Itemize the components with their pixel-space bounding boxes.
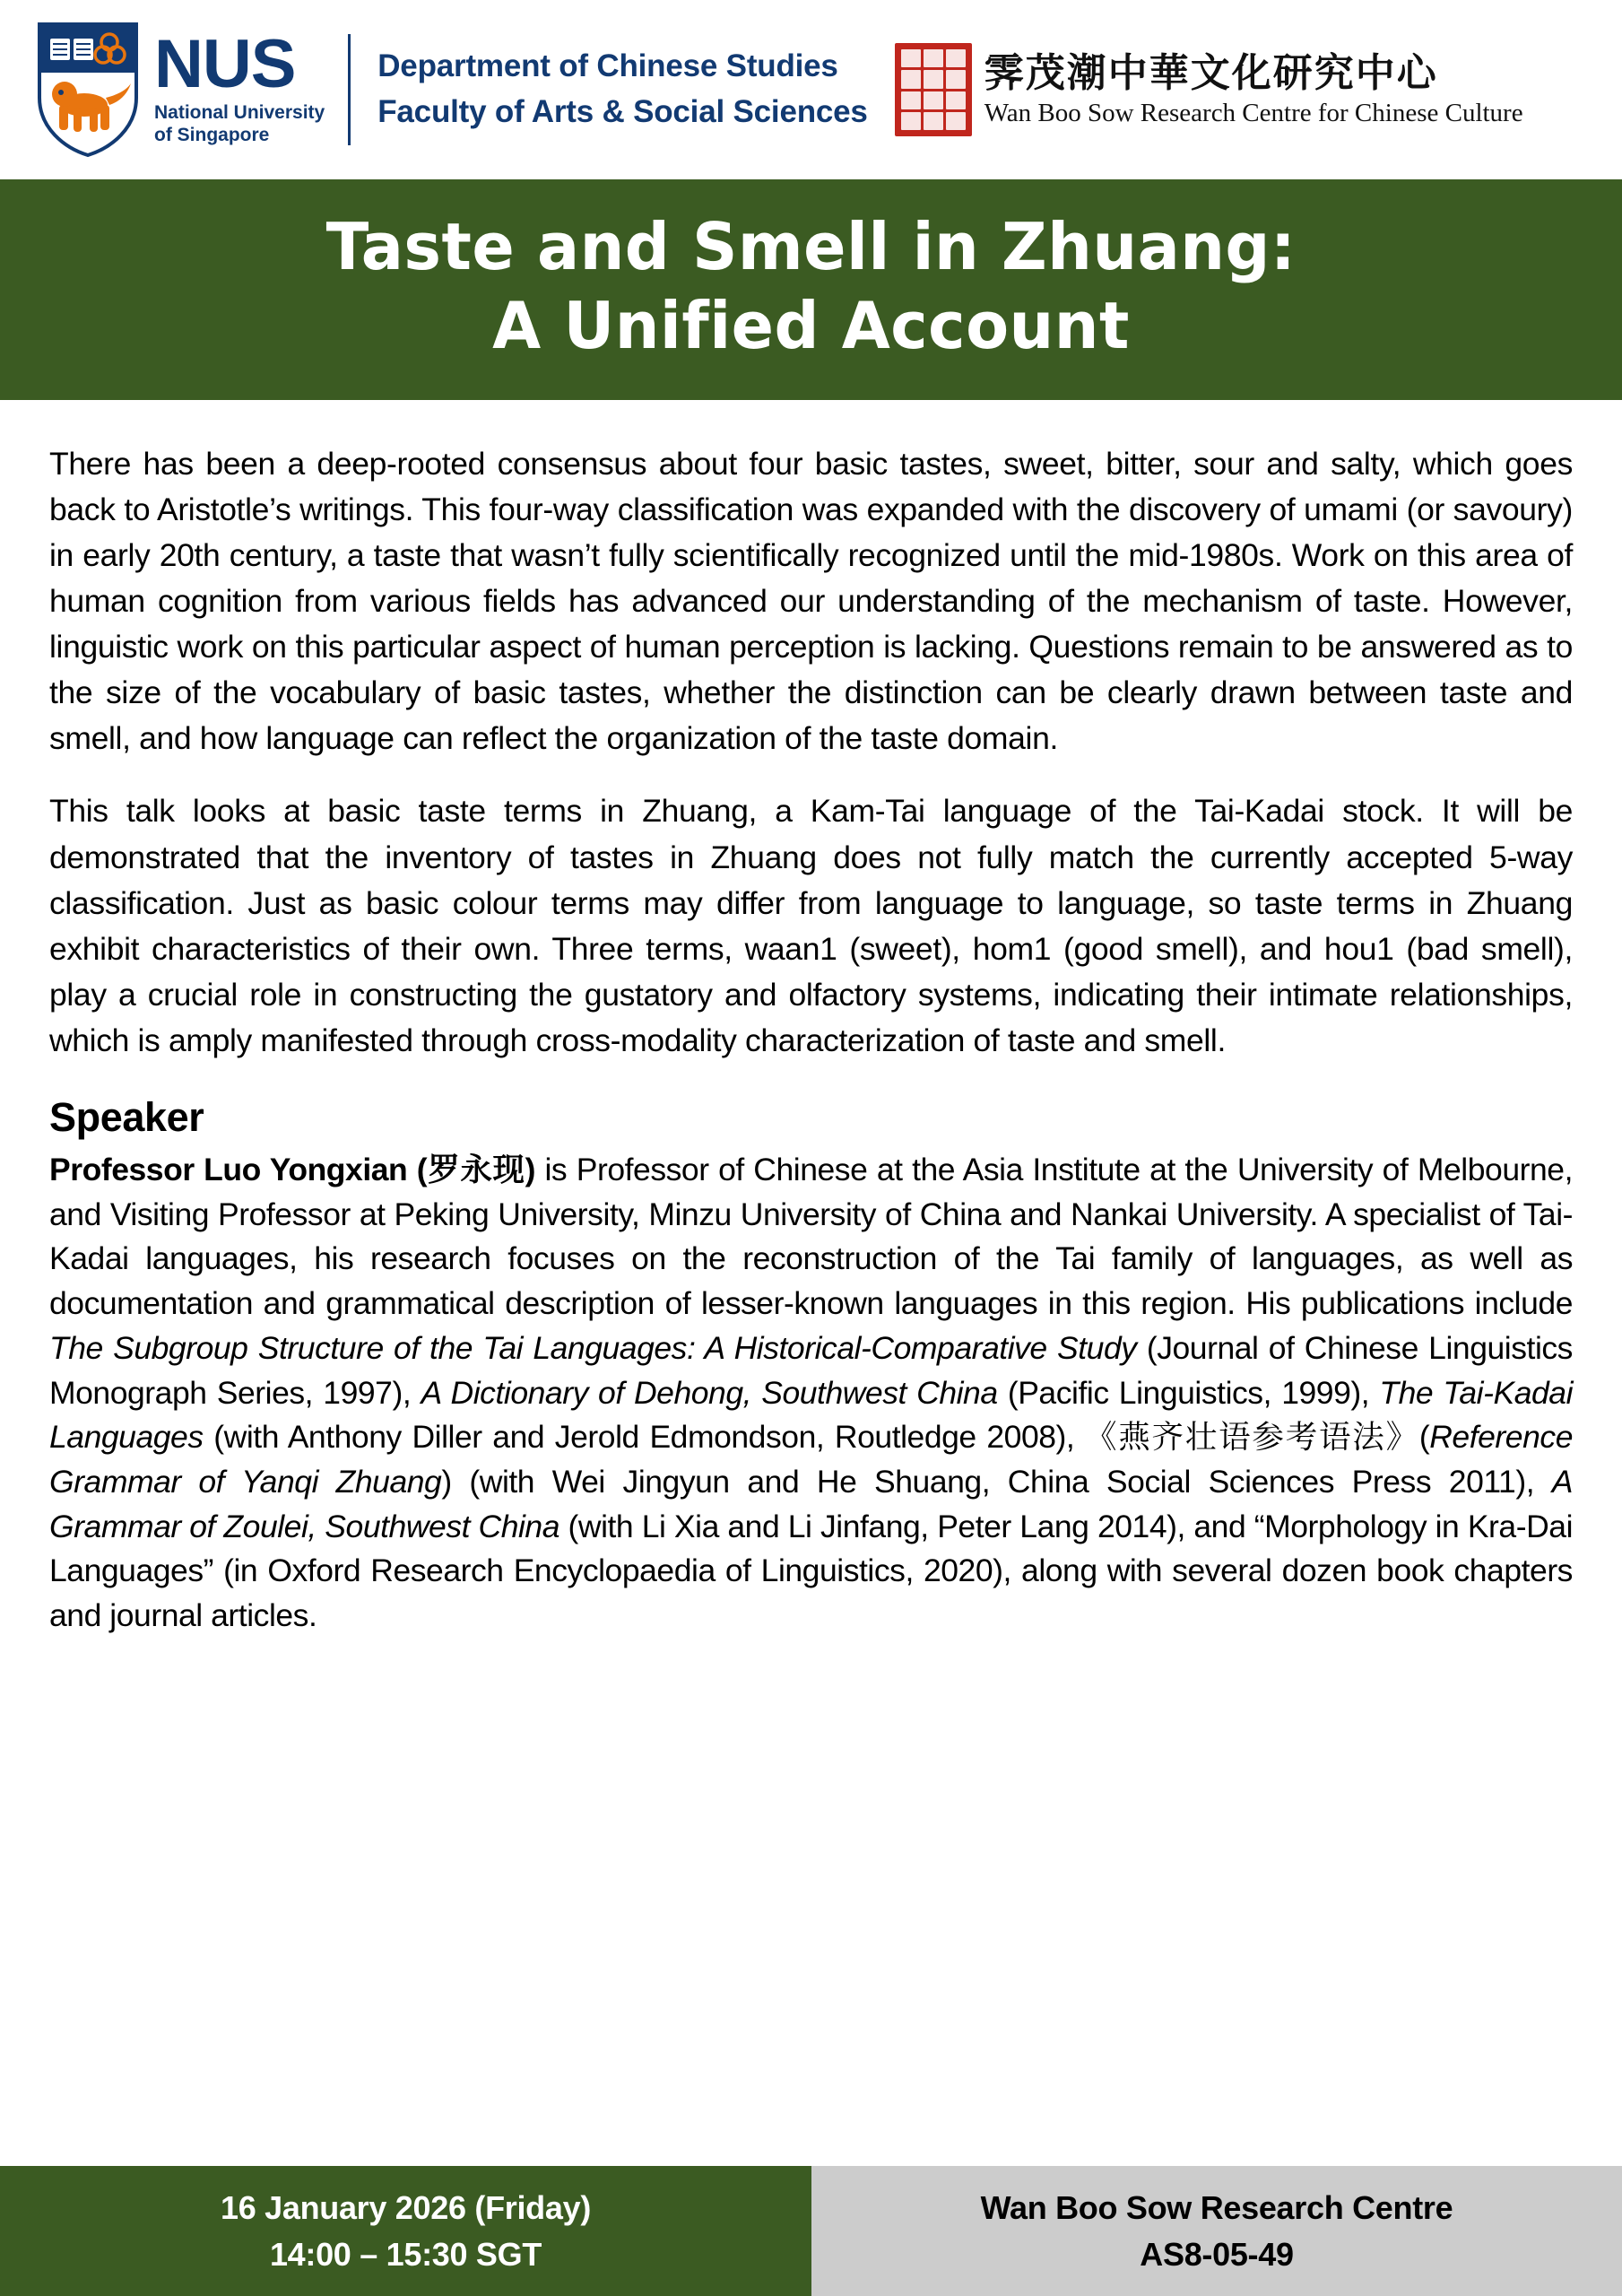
poster-title-line-1: Taste and Smell in Zhuang: xyxy=(325,209,1297,284)
abstract-paragraph-2: This talk looks at basic taste terms in Zhuang, a Kam-Tai language of the Tai-Kadai stock. It will be demonstrated that the inventory of tastes in Zhuang does not fully match the currently accepted 5-way classification. Just as basic colour terms may differ from language to language, so taste terms in Zhuang exhibit characteristics of their own. Three terms, waan1 (sweet), hom1 (good smell), and hou1 (bad smell), play a crucial role in constructing the gustatory and olfactory systems, indicating their intimate relationships, which is amply manifested through cross-modality characterization of taste and smell. xyxy=(49,793,1573,1058)
title-banner xyxy=(0,179,1622,400)
footer-datetime-block xyxy=(0,2166,811,2296)
speaker-name: Professor Luo Yongxian (罗永现) xyxy=(49,1152,535,1188)
publication-title-3: The Tai-Kadai Languages xyxy=(49,1374,1574,1456)
vertical-rule-icon xyxy=(348,34,351,145)
bio-segment-2: (Journal of Chinese Linguistics Monograph Series, 1997), xyxy=(49,1329,1573,1411)
bio-segment-4: (with Anthony Diller and Jerold Edmondson, Routledge 2008), xyxy=(203,1419,1085,1456)
wan-boo-sow-logo-lockup xyxy=(895,43,1523,136)
poster-header xyxy=(0,0,1622,179)
nus-acronym: NUS xyxy=(154,26,296,103)
publication-title-4-english: Reference Grammar of Yanqi Zhuang xyxy=(49,1419,1573,1500)
department-lockup xyxy=(377,44,867,135)
faculty-name: Faculty of Arts & Social Sciences xyxy=(377,94,868,129)
nus-fullname-line2: of Singapore xyxy=(154,125,270,146)
poster-body xyxy=(0,400,1622,1639)
nus-wordmark xyxy=(154,26,325,147)
wbs-chinese-name: 霁茂潮中華文化研究中心 xyxy=(984,49,1438,96)
nus-shield-icon xyxy=(38,22,138,157)
event-date: 16 January 2026 (Friday) xyxy=(220,2188,592,2226)
speaker-bio xyxy=(49,1148,1573,1639)
publication-title-1: The Subgroup Structure of the Tai Languages: A Historical-Comparative Study xyxy=(49,1329,1137,1366)
poster-footer xyxy=(0,2166,1622,2296)
publication-title-2: A Dictionary of Dehong, Southwest China xyxy=(421,1374,998,1411)
venue-name: Wan Boo Sow Research Centre xyxy=(980,2188,1453,2226)
paren-open: ( xyxy=(1418,1419,1430,1456)
chinese-seal-icon xyxy=(895,43,972,136)
abstract-paragraph-1: There has been a deep-rooted consensus about four basic tastes, sweet, bitter, sour and salty, which goes back to Aristotle’s writings. This four-way classification was expanded with the discovery of umami (or savoury) in early 20th century, a taste that wasn’t fully scientifically recognized until the mid-1980s. Work on this area of human cognition from various fields has advanced our understanding of the mechanism of taste. However, linguistic work on this particular aspect of human perception is lacking. Questions remain to be answered as to the size of the vocabulary of basic tastes, whether the distinction can be clearly drawn between taste and smell, and how language can reflect the organization of the taste domain. xyxy=(49,445,1573,757)
bio-segment-1: is Professor of Chinese at the Asia Institute at the University of Melbourne, and Visiting Professor at Peking University, Minzu University of China and Nankai University. A specialist of Tai-Kadai languages, his research focuses on the reconstruction of the Tai family of languages, as well as documentation and grammatical description of lesser-known languages in this region. His publications include xyxy=(49,1152,1573,1322)
venue-room: AS8-05-49 xyxy=(1140,2235,1294,2273)
paren-close: ) xyxy=(441,1463,452,1500)
nus-logo-lockup xyxy=(38,22,325,157)
publication-title-5: A Grammar of Zoulei, Southwest China xyxy=(49,1463,1573,1544)
speaker-heading: Speaker xyxy=(49,1094,204,1141)
publication-title-4-chinese: 《燕齐壮语参考语法》 xyxy=(1084,1419,1419,1457)
bio-segment-3: (Pacific Linguistics, 1999), xyxy=(997,1374,1380,1411)
bio-segment-5: (with Wei Jingyun and He Shuang, China Social Sciences Press 2011), xyxy=(451,1463,1552,1500)
poster-title-line-2: A Unified Account xyxy=(492,287,1130,363)
department-name: Department of Chinese Studies xyxy=(377,48,838,84)
footer-venue-block xyxy=(811,2166,1622,2296)
nus-fullname-line1: National University xyxy=(154,102,325,124)
event-time: 14:00 – 15:30 SGT xyxy=(269,2235,542,2273)
wbs-english-name: Wan Boo Sow Research Centre for Chinese Culture xyxy=(984,98,1523,127)
bio-segment-6: (with Li Xia and Li Jinfang, Peter Lang 2014), and “Morphology in Kra-Dai Languages” (in Oxford Research Encyclopaedia of Linguistics, 2020), along with several dozen book chapters and journal articles. xyxy=(49,1508,1574,1633)
